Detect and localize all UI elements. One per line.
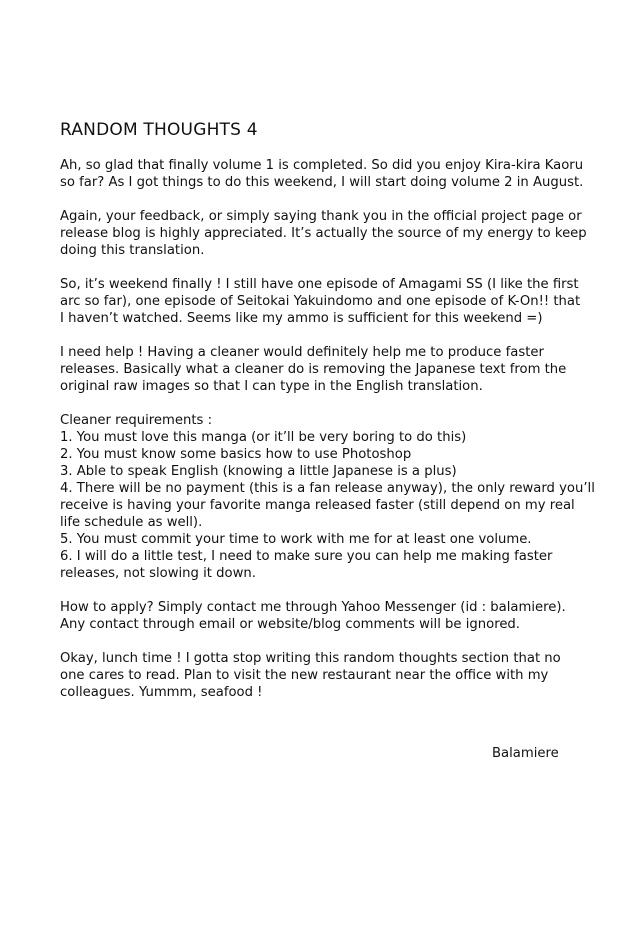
- requirement-item: 1. You must love this manga (or it’ll be very boring to do this): [60, 430, 467, 445]
- text-line: arc so far), one episode of Seitokai Yakuindomo and one episode of K-On!! that: [60, 294, 581, 309]
- page-title: RANDOM THOUGHTS 4: [60, 120, 258, 140]
- text-line: releases. Basically what a cleaner do is removing the Japanese text from the: [60, 362, 567, 377]
- paragraph-volume-complete: [60, 157, 590, 191]
- requirement-item: 2. You must know some basics how to use Photoshop: [60, 447, 412, 462]
- text-line: original raw images so that I can type in the English translation.: [60, 379, 483, 394]
- requirements-heading: Cleaner requirements :: [60, 413, 213, 428]
- requirement-item: releases, not slowing it down.: [60, 566, 256, 581]
- paragraph-lunch-time: [60, 650, 590, 701]
- text-line: How to apply? Simply contact me through Yahoo Messenger (id : balamiere).: [60, 600, 566, 615]
- signature: Balamiere: [492, 746, 559, 761]
- requirement-item: 5. You must commit your time to work with me for at least one volume.: [60, 532, 532, 547]
- paragraph-how-to-apply: [60, 599, 590, 633]
- text-line: I need help ! Having a cleaner would definitely help me to produce faster: [60, 345, 544, 360]
- text-line: release blog is highly appreciated. It’s actually the source of my energy to keep: [60, 226, 587, 241]
- text-line: colleagues. Yummm, seafood !: [60, 685, 263, 700]
- paragraph-weekend: [60, 276, 590, 327]
- text-line: Any contact through email or website/blog comments will be ignored.: [60, 617, 520, 632]
- text-line: Okay, lunch time ! I gotta stop writing this random thoughts section that no: [60, 651, 561, 666]
- paragraph-cleaner-requirements: [60, 412, 595, 582]
- text-line: I haven’t watched. Seems like my ammo is sufficient for this weekend =): [60, 311, 543, 326]
- text-line: one cares to read. Plan to visit the new restaurant near the office with my: [60, 668, 549, 683]
- paragraph-feedback: [60, 208, 590, 259]
- text-line: Again, your feedback, or simply saying thank you in the official project page or: [60, 209, 582, 224]
- requirement-item: 3. Able to speak English (knowing a little Japanese is a plus): [60, 464, 457, 479]
- text-line: Ah, so glad that finally volume 1 is completed. So did you enjoy Kira-kira Kaoru: [60, 158, 584, 173]
- requirement-item: 6. I will do a little test, I need to make sure you can help me making faster: [60, 549, 553, 564]
- body-text: [60, 157, 595, 718]
- requirement-item: life schedule as well).: [60, 515, 203, 530]
- text-line: so far? As I got things to do this weekend, I will start doing volume 2 in August.: [60, 175, 584, 190]
- paragraph-need-help: [60, 344, 590, 395]
- text-line: So, it’s weekend finally ! I still have one episode of Amagami SS (I like the first: [60, 277, 579, 292]
- requirement-item: 4. There will be no payment (this is a fan release anyway), the only reward you’ll: [60, 481, 595, 496]
- requirement-item: receive is having your favorite manga released faster (still depend on my real: [60, 498, 575, 513]
- text-line: doing this translation.: [60, 243, 205, 258]
